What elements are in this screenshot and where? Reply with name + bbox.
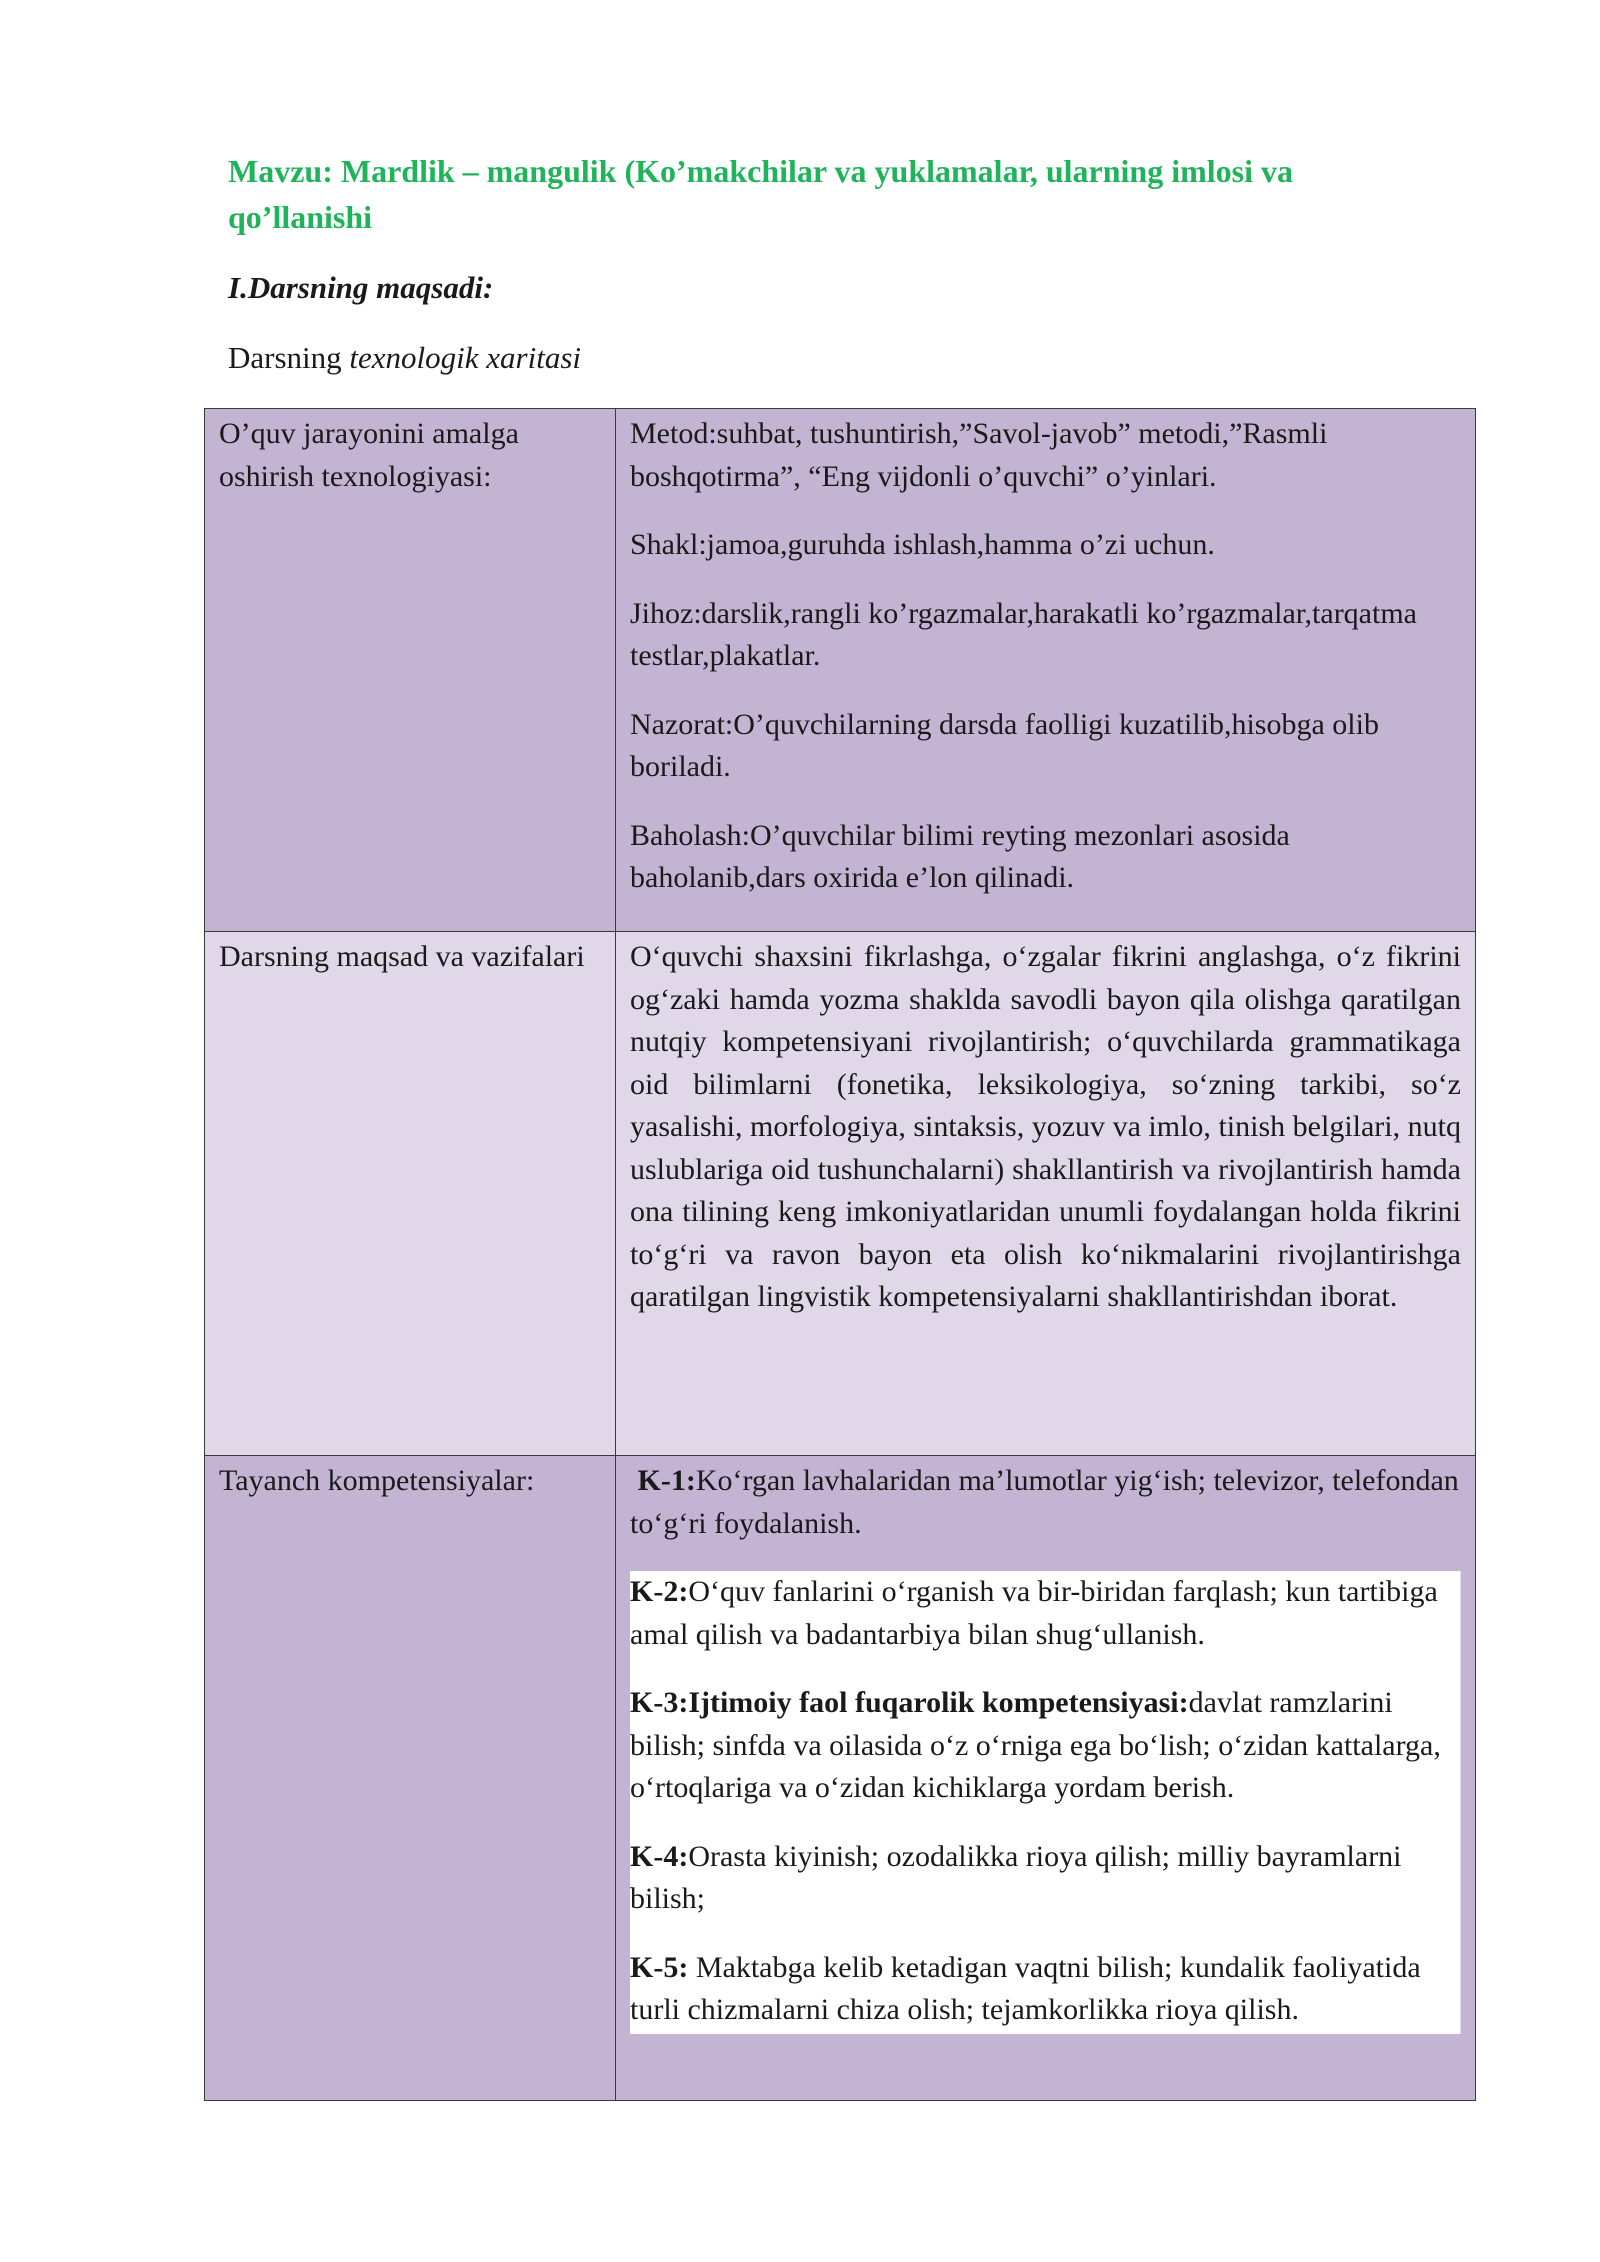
competency-k1 [630, 1460, 1461, 1545]
row-content [616, 1456, 1476, 2101]
assessment-text: Baholash:O’quvchilar bilimi reyting mezonlari asosida baholanib,dars oxirida e’lon qilinadi. [630, 818, 1290, 894]
competency-k5 [630, 1947, 1458, 2032]
competency-code: K-4: [630, 1839, 689, 1873]
goals-objectives-text: O‘quvchi shaxsini fikrlashga, o‘zgalar fikrini anglashga, o‘z fikrini og‘zaki hamda yozma shaklda savodli bayon qila olishga qaratilgan nutqiy kompetensiyani rivojlantirish; o‘quvchilarda grammatikaga oid bilimlarni (fonetika, leksikologiya, so‘zning tarkibi, so‘z yasalishi, morfologiya, sintaksis, yozuv va imlo, tinish belgilari, nutq uslublariga oid tushunchalarni) shakllantirish va rivojlantirish hamda ona tilining keng imkoniyatlaridan unumli foydalangan holda fikrini to‘g‘ri va ravon bayon eta olish ko‘nikmalarini rivojlantirishga qaratilgan lingvistik kompetensiyalarni shakllantirishdan iborat. [616, 932, 1476, 1456]
row-label: Tayanch kompetensiyalar: [205, 1456, 616, 2101]
map-title-plain: Darsning [228, 340, 350, 375]
lesson-topic-title: Mavzu: Mardlik – mangulik (Ko’makchilar va yuklamalar, ularning imlosi va qo’llanishi [228, 153, 1293, 235]
form-text: Shakl:jamoa,guruhda ishlash,hamma o’zi uchun. [630, 528, 1215, 561]
row-label: O’quv jarayonini amalga oshirish texnologiyasi: [205, 409, 616, 932]
table-row [205, 1456, 1476, 2101]
method-text: Metod:suhbat, tushuntirish,”Savol-javob” metodi,”Rasmli boshqotirma”, “Eng vijdonli o’quvchi” o’yinlari. [630, 417, 1328, 493]
competency-code: K-3:Ijtimoiy faol fuqarolik kompetensiyasi: [630, 1686, 1189, 1719]
competency-code: K-2: [630, 1575, 689, 1608]
competency-code: K-5: [630, 1950, 689, 1984]
map-title-italic: texnologik xaritasi [349, 340, 581, 375]
technology-map-title [228, 338, 581, 378]
competency-text: O‘quv fanlarini o‘rganish va bir-biridan farqlash; kun tartibiga amal qilish va badantarbiya bilan shug‘ullanish. [630, 1575, 1438, 1651]
competency-code: K-1: [637, 1464, 696, 1497]
competency-text: Ko‘rgan lavhalaridan ma’lumotlar yig‘ish; televizor, telefondan to‘g‘ri foydalanish. [630, 1464, 1459, 1540]
competency-box [630, 1571, 1461, 2034]
competency-text: Maktabga kelib ketadigan vaqtni bilish; kundalik faoliyatida turli chizmalarni chiza olish; tejamkorlikka rioya qilish. [630, 1950, 1421, 2026]
competency-k2 [630, 1571, 1458, 1656]
equipment-text: Jihoz:darslik,rangli ko’rgazmalar,harakatli ko’rgazmalar,tarqatma testlar,plakatlar. [630, 596, 1417, 672]
technology-map-table [204, 408, 1476, 2101]
lesson-goal-heading: I.Darsning maqsadi: [228, 270, 494, 305]
control-text: Nazorat:O’quvchilarning darsda faolligi kuzatilib,hisobga olib boriladi. [630, 707, 1379, 783]
competency-text: davlat ramzlarini bilish; sinfda va oilasida o‘z o‘rniga ega bo‘lish; o‘zidan kattalarga, o‘rtoqlariga va o‘zidan kichiklarga yordam berish. [630, 1686, 1441, 1804]
row-label: Darsning maqsad va vazifalari [205, 932, 616, 1456]
row-content [616, 409, 1476, 932]
competency-k4 [630, 1836, 1458, 1921]
table-row [205, 932, 1476, 1456]
table-row [205, 409, 1476, 932]
competency-k3 [630, 1682, 1458, 1810]
competency-text: Orasta kiyinish; ozodalikka rioya qilish; milliy bayramlarni bilish; [630, 1839, 1402, 1915]
